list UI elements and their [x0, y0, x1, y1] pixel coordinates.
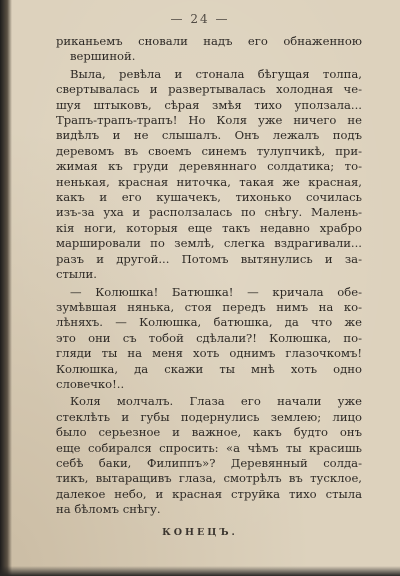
text-line: это они съ тобой сдѣлали?! Колюшка, по- — [56, 330, 362, 345]
text-line: стеклѣть и губы подернулись землею; лицо — [56, 409, 362, 424]
text-line: зумѣвшая нянька, стоя передъ нимъ на ко- — [56, 299, 362, 314]
page-number: — 24 — — [170, 12, 230, 26]
text-line: стыли. — [56, 267, 97, 282]
text-line: далекое небо, и красная струйка тихо стыла — [56, 486, 362, 501]
text-line: деревомъ въ своемъ синемъ тулупчикѣ, при- — [56, 143, 362, 158]
text-line: риканьемъ сновали надъ его обнаженною — [56, 34, 362, 48]
text-line: шуя штыковъ, сѣрая змѣя тихо уползала... — [56, 97, 362, 112]
text-line: на бѣломъ снѣгу. — [56, 502, 161, 517]
text-line: Трапъ-трапъ-трапъ! Но Коля уже ничего не — [56, 113, 362, 128]
page-bottom-shadow — [0, 566, 400, 576]
text-line: изъ-за уха и расползалась по снѣгу. Малень- — [56, 205, 362, 220]
text-line: какъ и его кушачекъ, тихонько сочилась — [56, 190, 362, 205]
text-line: еще собирался спросить: «а чѣмъ ты красишь — [56, 440, 362, 455]
paragraph-4 — [56, 394, 362, 517]
text-line: лѣняхъ. — Колюшка, батюшка, да что же — [56, 315, 362, 330]
paragraph-1 — [56, 34, 362, 65]
text-line: разъ и другой... Потомъ вытянулись и за- — [56, 251, 362, 266]
text-line: себѣ баки, Филиппъ»? Деревянный солда- — [56, 455, 362, 470]
book-spine-shadow — [0, 0, 12, 576]
text-line: свертывалась и развертывалась холодная че- — [56, 82, 362, 97]
text-line: маршировали по землѣ, слегка вздрагивали... — [56, 236, 362, 251]
paragraph-2 — [56, 67, 362, 283]
text-line: гляди ты на меня хоть однимъ глазочкомъ! — [56, 346, 362, 361]
page-text — [56, 34, 362, 518]
paragraph-3 — [56, 285, 362, 393]
text-line: Выла, ревѣла и стонала бѣгущая толпа, — [70, 66, 362, 81]
text-line: словечко!.. — [56, 376, 125, 391]
text-line: жимая къ груди деревяннаго солдатика; то- — [56, 159, 362, 174]
text-line: Коля молчалъ. Глаза его начали уже — [70, 394, 362, 409]
text-line: кія ноги, которыя еще такъ недавно храбро — [56, 220, 362, 235]
text-line: было серьезное и важное, какъ будто онъ — [56, 425, 362, 440]
end-label: КОНЕЦЪ. — [162, 527, 238, 538]
text-line: тикъ, вытаращивъ глаза, смотрѣлъ въ тусклое, — [56, 471, 362, 486]
text-line: — Колюшка! Батюшка! — кричала обе- — [70, 284, 362, 299]
text-line: вершиной. — [70, 49, 136, 64]
text-line: ненькая, красная ниточка, такая же красная, — [56, 174, 362, 189]
text-line: видѣлъ и не слышалъ. Онъ лежалъ подъ — [56, 128, 362, 143]
text-line: Колюшка, да скажи ты мнѣ хоть одно — [56, 361, 362, 376]
